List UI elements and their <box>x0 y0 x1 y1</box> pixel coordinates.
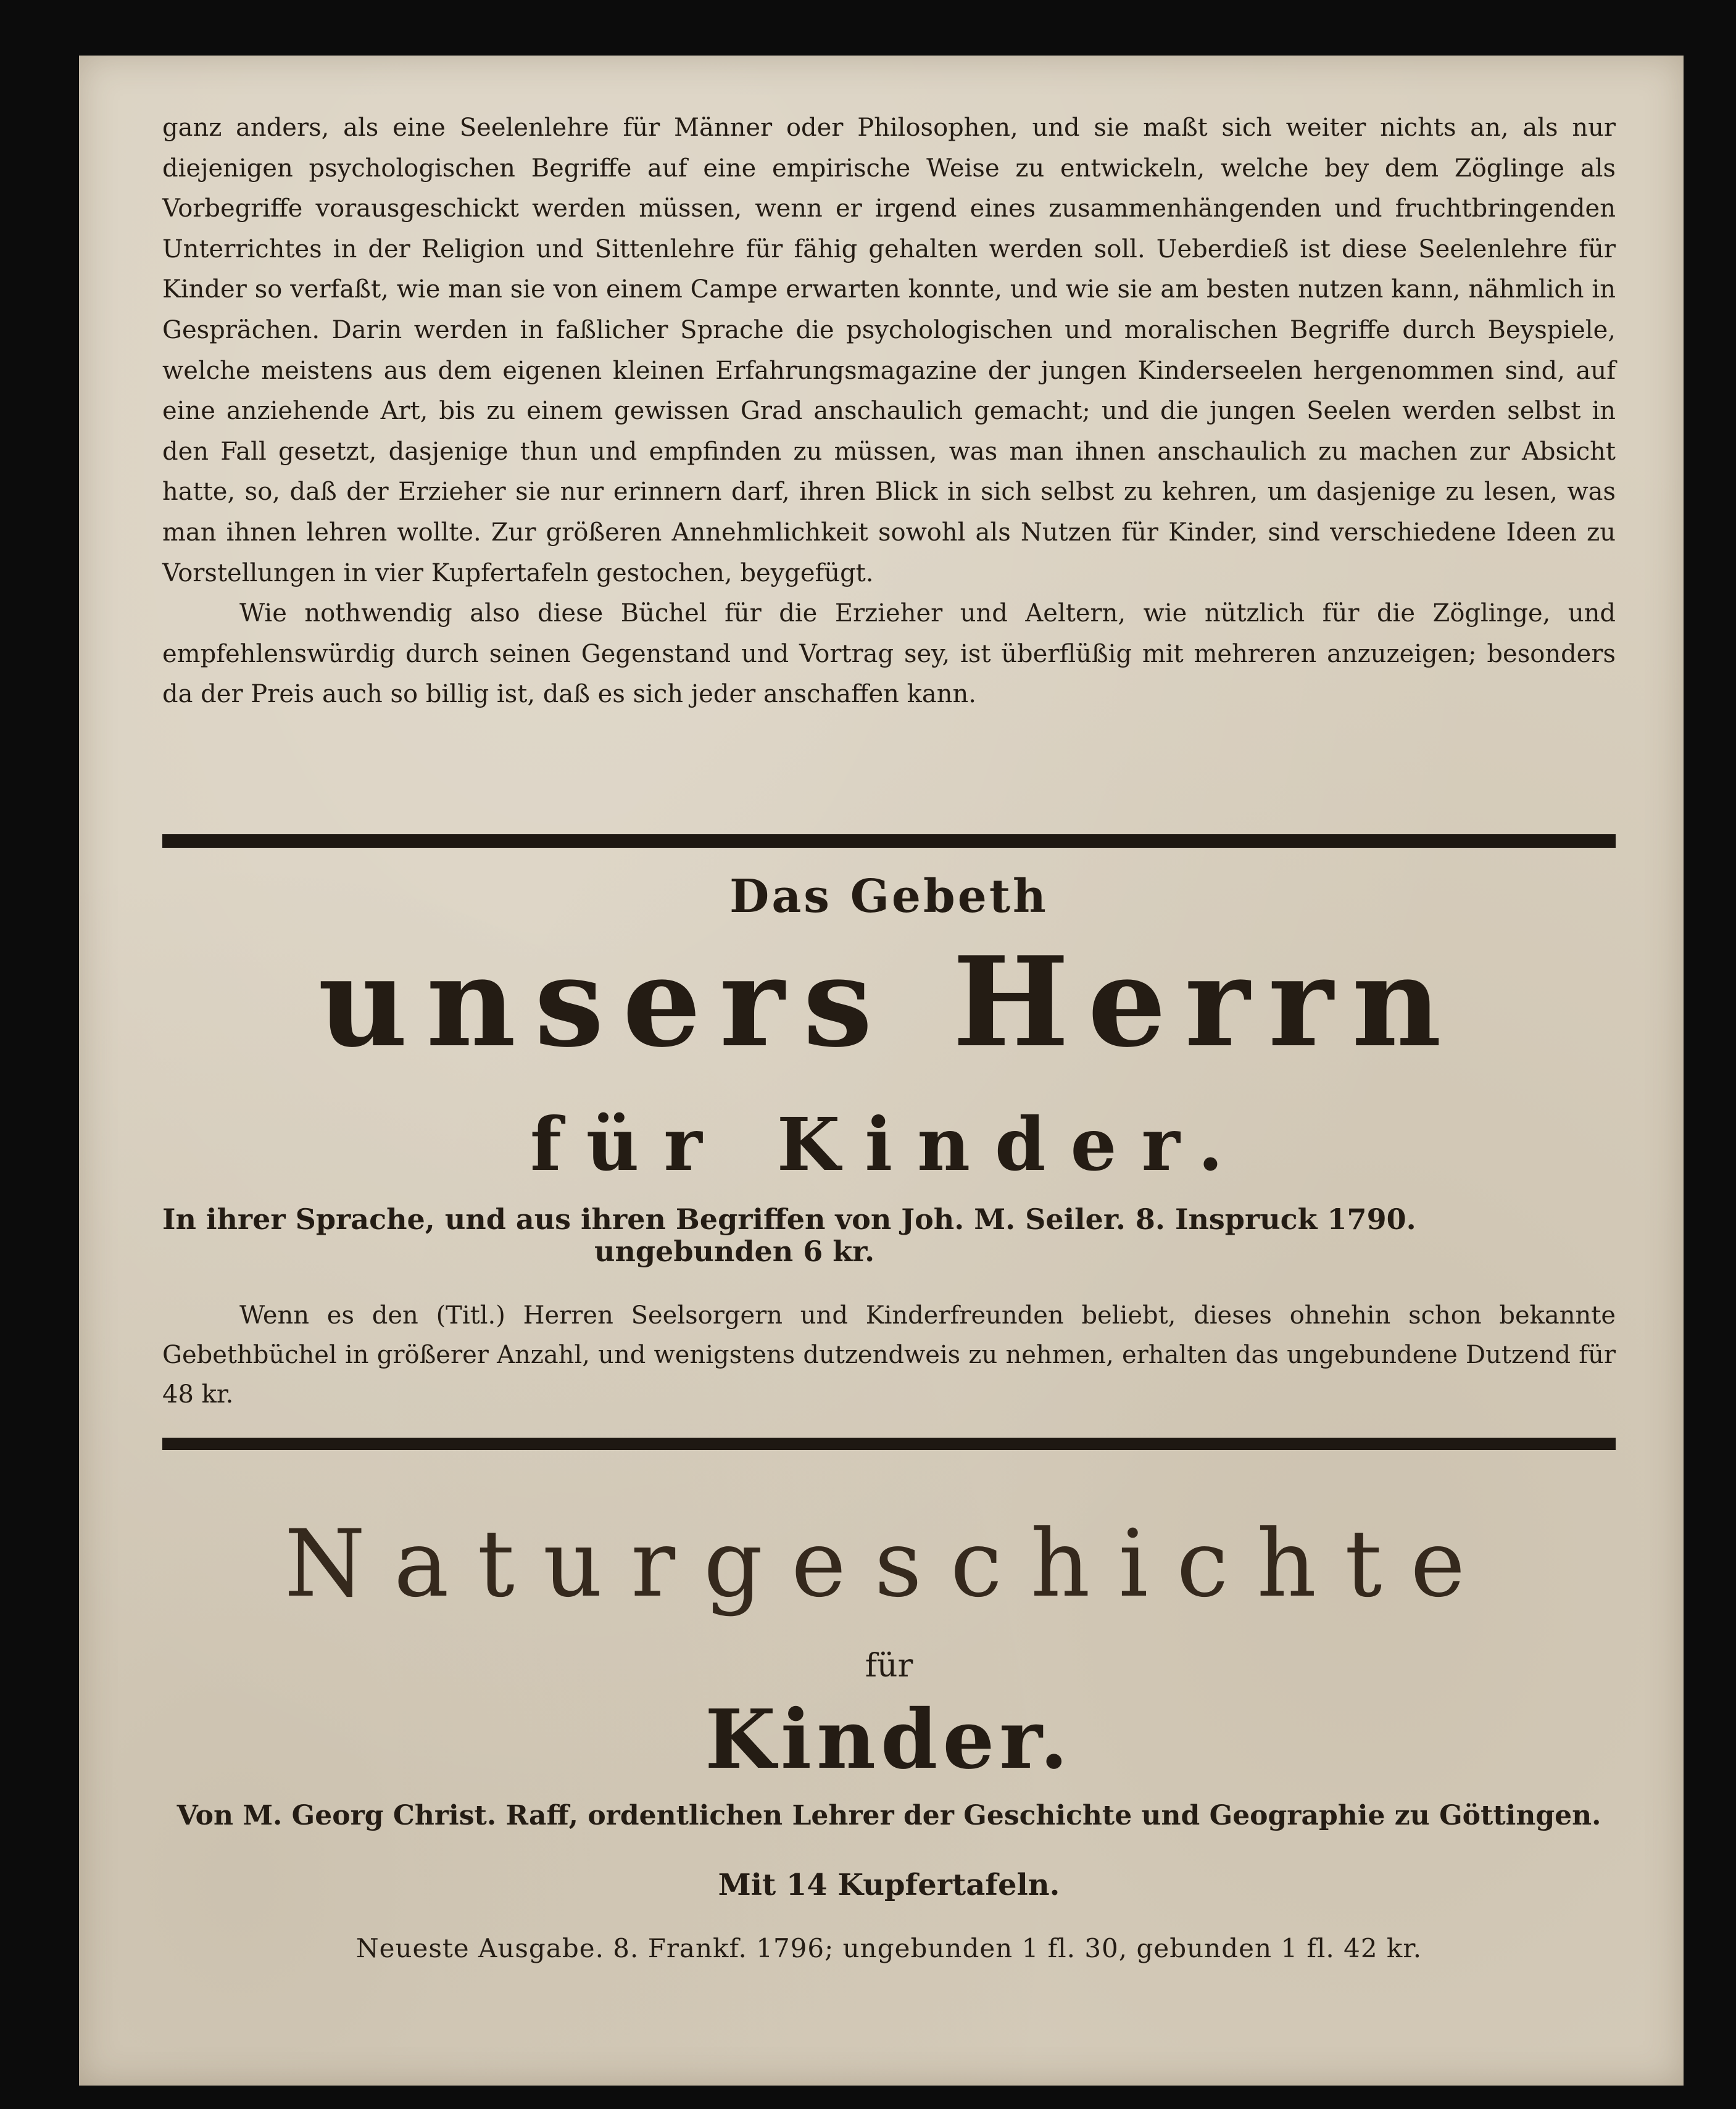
ad1-author-line: In ihrer Sprache, und aus ihren Begriffen von Joh. M. Seiler. 8. Inspruck 1790. <box>162 1203 1416 1236</box>
divider-rule <box>162 834 1616 848</box>
ad1-title-line-3: für Kinder. <box>530 1101 1248 1187</box>
ad1-title-line-1: Das Gebeth <box>729 870 1049 923</box>
review-paragraph-2: Wie nothwendig also diese Büchel für die Erzieher und Aeltern, wie nützlich für die Zöglinge, und empfehlenswürdig durch seinen Gegenstand und Vortrag sey, ist überflüßig mit mehreren anzuzeigen; besonders da der Preis auch so billig ist, daß es sich jeder anschaffen kann. <box>162 599 1616 709</box>
ad2-price-line: Neueste Ausgabe. 8. Frankf. 1796; ungebunden 1 fl. 30, gebunden 1 fl. 42 kr. <box>355 1933 1422 1963</box>
ad2-author-line: Von M. Georg Christ. Raff, ordentlichen Lehrer der Geschichte und Geographie zu Göttingen. <box>177 1800 1601 1831</box>
ad2-title-line-3: Kinder. <box>705 1692 1073 1788</box>
ad1-notice <box>162 1296 1616 1414</box>
divider-rule <box>162 1438 1616 1450</box>
ad2-title-line-2: für <box>865 1647 913 1684</box>
ad1-price-line: ungebunden 6 kr. <box>594 1235 875 1268</box>
ad1-notice-text: Wenn es den (Titl.) Herren Seelsorgern und Kinderfreunden beliebt, dieses ohnehin schon bekannte Gebethbüchel in größerer Anzahl, und wenigstens dutzendweis zu nehmen, erhalten das ungebundene Dutzend für 48 kr. <box>162 1301 1616 1409</box>
ad1-author-block <box>162 1203 1616 1267</box>
document-page <box>79 56 1684 2086</box>
ad2-title-line-1: Naturgeschichte <box>284 1510 1494 1618</box>
ad2-copper-line: Mit 14 Kupfertafeln. <box>718 1868 1060 1902</box>
review-text <box>162 108 1616 715</box>
review-paragraph-1: ganz anders, als eine Seelenlehre für Männer oder Philosophen, und sie maßt sich weiter nichts an, als nur diejenigen psychologischen Begriffe auf eine empirische Weise zu entwickeln, welche bey dem Zöglinge als Vorbegriffe vorausgeschickt werden müssen, wenn er irgend eines zusammenhängenden und fruchtbringenden Unterrichtes in der Religion und Sittenlehre für fähig gehalten werden soll. Ueberdieß ist diese Seelenlehre für Kinder so verfaßt, wie man sie von einem Campe erwarten konnte, und wie sie am besten nutzen kann, nähmlich in Gesprächen. Darin werden in faßlicher Sprache die psychologischen und moralischen Begriffe durch Beyspiele, welche meistens aus dem eigenen kleinen Erfahrungsmagazine der jungen Kinderseelen hergenommen sind, auf eine anziehende Art, bis zu einem gewissen Grad anschaulich gemacht; und die jungen Seelen werden selbst in den Fall gesetzt, dasjenige thun und empfinden zu müssen, was man ihnen anschaulich zu machen zur Absicht hatte, so, daß der Erzieher sie nur erinnern darf, ihren Blick in sich selbst zu kehren, um dasjenige zu lesen, was man ihnen lehren wollte. Zur größeren Annehmlichkeit sowohl als Nutzen für Kinder, sind verschiedene Ideen zu Vorstellungen in vier Kupfertafeln gestochen, beygefügt. <box>162 114 1616 587</box>
ad1-title-line-2: unsers Herrn <box>318 930 1460 1075</box>
